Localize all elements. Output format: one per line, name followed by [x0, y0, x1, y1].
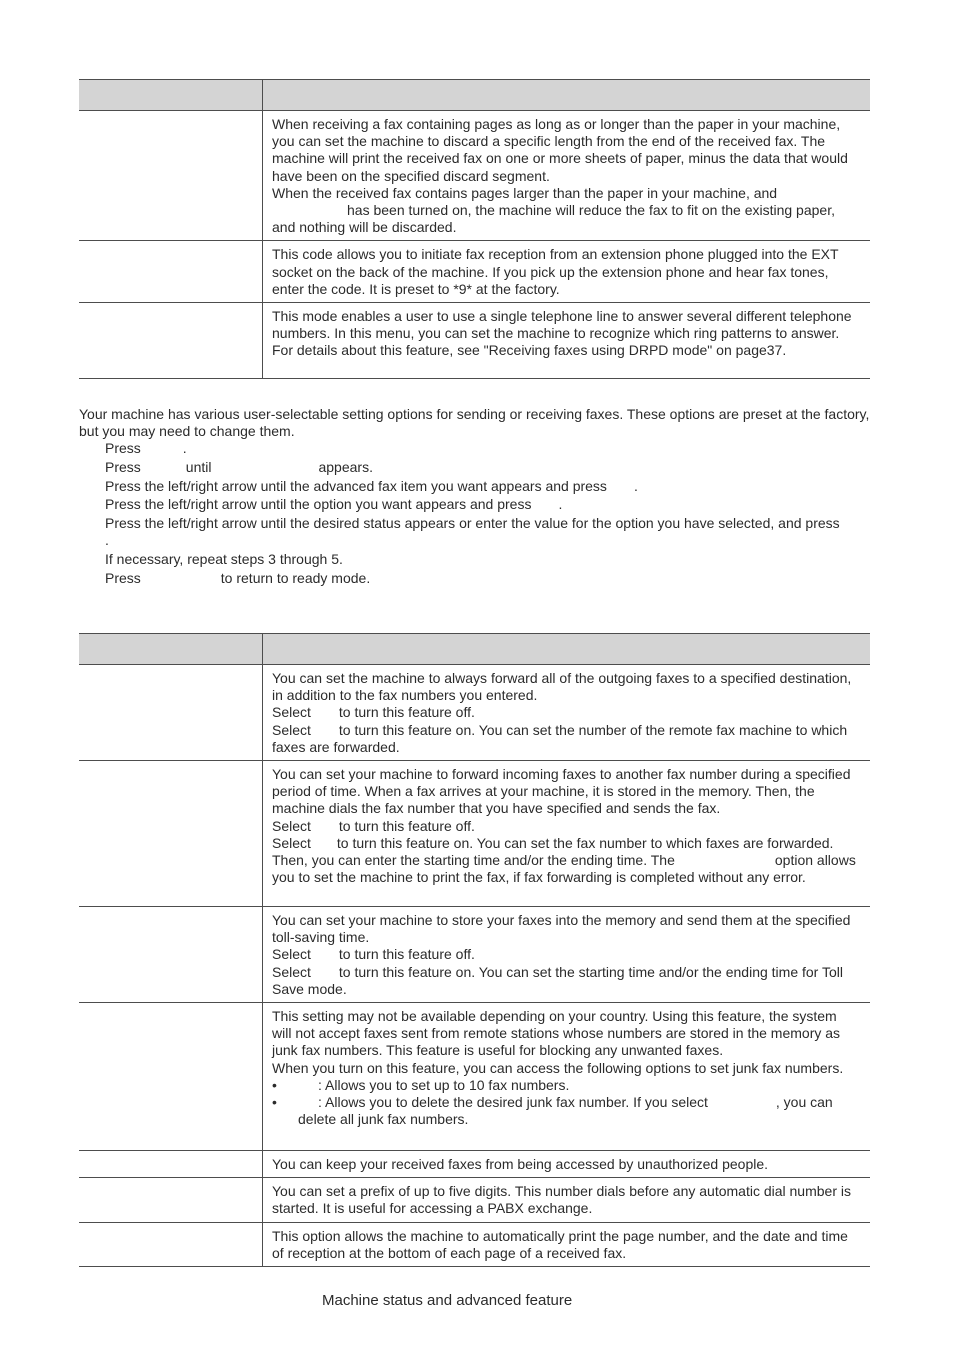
description-column-header: [263, 80, 871, 111]
select-on-text: Select to turn this feature on. You can set the starting time and/or the ending time for Toll Save mode.: [272, 963, 843, 997]
step-item: Press the left/right arrow until the desired status appears or enter the value for the option you have selected, and press .: [105, 515, 840, 549]
table-row: [79, 111, 870, 241]
description-text: This code allows you to initiate fax reception from an extension phone plugged into the EXT socket on the back of the machine. If you pick up the extension phone and hear fax tones, enter the code. It is preset to *9* at the factory.: [272, 246, 839, 297]
description-text: This mode enables a user to use a single telephone line to answer several different telephone numbers. In this menu, you can set the machine to recognize which ring patterns to answer. For details about this feature, see "Receiving faxes using DRPD mode" on page37.: [272, 308, 852, 359]
step-item: Press the left/right arrow until the option you want appears and press .: [105, 496, 563, 513]
step-item: Press to return to ready mode.: [105, 569, 371, 586]
option-description-cell: [263, 111, 871, 241]
page-footer: Machine status and advanced feature: [322, 1292, 573, 1309]
description-text: When the received fax contains pages larger than the paper in your machine, and has been turned on, the machine will reduce the fax to fit on the existing paper, and nothing will be discarded.: [272, 184, 835, 236]
description-text: You can set your machine to forward incoming faxes to another fax number during a specified period of time. When a fax arrives at your machine, it is stored in the memory. Then, the machine dials the fax number that you have specified and sends the fax.: [272, 766, 851, 817]
option-description-cell: [263, 907, 871, 1003]
table-header-row: [79, 80, 870, 111]
step-item: Press until appears.: [105, 458, 373, 475]
select-on-text: Select to turn this feature on. You can set the fax number to which faxes are forwarded. Then, you can enter the starting time and/or the ending time. The option allows you to set the machine to print the fax, if fax forwarding is completed without any error.: [272, 834, 856, 886]
option-name-cell: [79, 665, 263, 761]
list-item: • : Allows you to delete the desired junk fax number. If you select , you can delete all junk fax numbers.: [272, 1094, 833, 1128]
option-column-header: [79, 80, 263, 111]
description-text: You can set your machine to store your faxes into the memory and send them at the specified toll-saving time.: [272, 912, 851, 946]
select-off-text: Select to turn this feature off.: [272, 946, 475, 963]
table-row: [79, 761, 870, 907]
option-name-cell: [79, 907, 263, 1003]
page-reference[interactable]: 37: [766, 342, 783, 359]
advanced-fax-options-table: [79, 633, 870, 1267]
option-column-header: [79, 634, 263, 665]
table-row: [79, 241, 870, 303]
steps-list: [105, 440, 880, 589]
step-item: Press .: [105, 440, 187, 456]
table-row: [79, 665, 870, 761]
option-description-cell: [263, 1003, 871, 1151]
select-off-text: Select to turn this feature off.: [272, 704, 475, 721]
description-text: When you turn on this feature, you can access the following options to set junk fax numbers.: [272, 1059, 844, 1076]
bullet-mark: •: [272, 1076, 277, 1093]
option-name-cell: [79, 1222, 263, 1266]
option-name-cell: [79, 303, 263, 379]
option-name-cell: [79, 111, 263, 241]
table-row: [79, 1178, 870, 1222]
intro-paragraph: Your machine has various user-selectable setting options for sending or receiving faxes. These options are preset at the factory, but you may need to change them.: [79, 406, 870, 440]
option-name-cell: [79, 1178, 263, 1222]
description-text: This option allows the machine to automatically print the page number, and the date and time of reception at the bottom of each page of a received fax.: [272, 1227, 848, 1261]
table-row: [79, 1151, 870, 1178]
description-column-header: [263, 634, 871, 665]
option-name-cell: [79, 1151, 263, 1178]
step-item: If necessary, repeat steps 3 through 5.: [105, 551, 343, 568]
description-text: You can keep your received faxes from being accessed by unauthorized people.: [272, 1156, 769, 1173]
option-description-cell: [263, 1178, 871, 1222]
option-name-cell: [79, 761, 263, 907]
list-item: • : Allows you to set up to 10 fax numbers.: [272, 1076, 570, 1093]
option-name-cell: [79, 1003, 263, 1151]
bullet-mark: •: [272, 1094, 277, 1111]
select-on-text: Select to turn this feature on. You can set the number of the remote fax machine to which faxes are forwarded.: [272, 721, 848, 755]
option-description-cell: [263, 303, 871, 379]
description-text: You can set the machine to always forward all of the outgoing faxes to a specified destination, in addition to the fax numbers you entered.: [272, 670, 852, 704]
table-row: [79, 907, 870, 1003]
description-text: This setting may not be available depending on your country. Using this feature, the system will not accept faxes sent from remote stations whose numbers are stored in the memory as junk fax numbers. This feature is useful for blocking any unwanted faxes.: [272, 1008, 841, 1059]
option-name-cell: [79, 241, 263, 303]
option-description-cell: [263, 665, 871, 761]
option-description-cell: [263, 1222, 871, 1266]
description-text: You can set a prefix of up to five digits. This number dials before any automatic dial number is started. It is useful for accessing a PABX exchange.: [272, 1183, 851, 1217]
step-item: Press the left/right arrow until the advanced fax item you want appears and press .: [105, 477, 638, 494]
table-row: [79, 303, 870, 379]
option-description-cell: [263, 1151, 871, 1178]
option-description-cell: [263, 761, 871, 907]
select-off-text: Select to turn this feature off.: [272, 817, 475, 834]
receive-options-table: [79, 79, 870, 379]
table-row: [79, 1003, 870, 1151]
table-row: [79, 1222, 870, 1266]
option-description-cell: [263, 241, 871, 303]
description-text: When receiving a fax containing pages as long as or longer than the paper in your machine, you can set the machine to discard a specific length from the end of the received fax. The machine will print the received fax on one or more sheets of paper, minus the data that would have been on the specified discard segment.: [272, 116, 848, 184]
table-header-row: [79, 634, 870, 665]
